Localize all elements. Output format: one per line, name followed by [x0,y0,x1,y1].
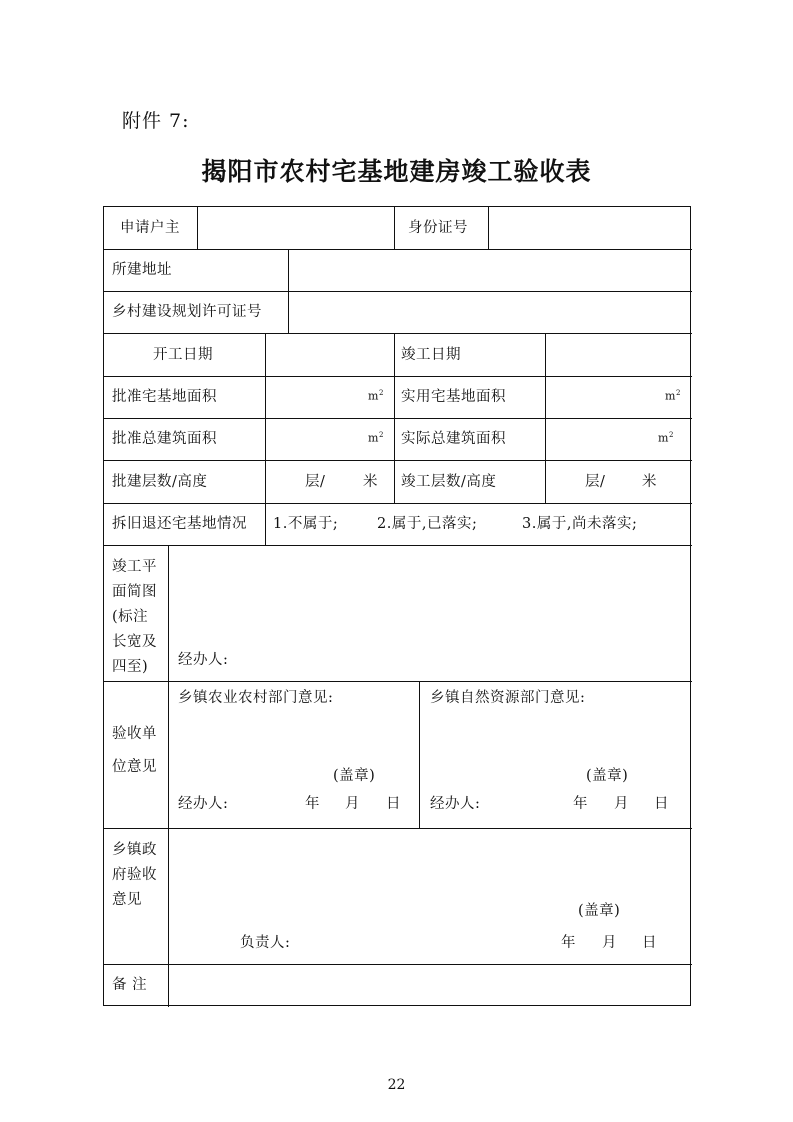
floors-unit: 层/ [585,474,606,490]
year-label: 年 [561,935,576,951]
month-label: 月 [602,935,617,951]
remarks-label: 备 注 [112,977,148,993]
acceptance-unit-label: 验收单 位意见 [112,726,157,775]
height-unit: 米 [363,474,378,490]
acceptance-form-table [103,206,691,1006]
handler-label: 经办人: [178,796,229,812]
day-label: 日 [654,796,669,812]
demolition-option-3: 3.属于,尚未落实; [522,516,638,532]
height-unit: 米 [642,474,657,490]
id-number-label: 身份证号 [408,220,468,236]
town-gov-opinion-label: 乡镇政 府验收 意见 [112,842,157,908]
year-label: 年 [305,796,320,812]
month-label: 月 [345,796,360,812]
demolition-label: 拆旧退还宅基地情况 [112,516,247,532]
area-unit: $m^2$ [658,431,674,445]
attachment-label: 附件 7: [122,110,190,132]
agri-dept-opinion-label: 乡镇农业农村部门意见: [178,690,334,706]
year-label: 年 [573,796,588,812]
seal-note: (盖章) [333,768,376,784]
handler-label: 经办人: [178,652,229,668]
address-label: 所建地址 [112,262,172,278]
area-unit: $m^2$ [368,389,384,403]
applicant-label: 申请户主 [120,220,180,236]
seal-note: (盖章) [586,768,629,784]
floors-unit: 层/ [305,474,326,490]
responsible-person-label: 负责人: [240,935,291,951]
handler-label: 经办人: [430,796,481,812]
actual-build-area-label: 实际总建筑面积 [401,431,506,447]
page-title: 揭阳市农村宅基地建房竣工验收表 [201,157,592,186]
day-label: 日 [386,796,401,812]
demolition-option-2: 2.属于,已落实; [377,516,478,532]
start-date-label: 开工日期 [153,347,213,363]
end-date-label: 竣工日期 [401,347,461,363]
actual-site-area-label: 实用宅基地面积 [401,389,506,405]
permit-label: 乡村建设规划许可证号 [112,304,262,320]
demolition-option-1: 1.不属于; [273,516,339,532]
approved-build-area-label: 批准总建筑面积 [112,431,217,447]
month-label: 月 [614,796,629,812]
resource-dept-opinion-label: 乡镇自然资源部门意见: [430,690,586,706]
approved-floors-label: 批建层数/高度 [112,474,208,490]
floor-plan-label: 竣工平 面简图 (标注 长宽及 四至) [112,559,157,675]
seal-note: (盖章) [578,903,621,919]
completed-floors-label: 竣工层数/高度 [401,474,497,490]
approved-site-area-label: 批准宅基地面积 [112,389,217,405]
day-label: 日 [642,935,657,951]
area-unit: $m^2$ [368,431,384,445]
area-unit: $m^2$ [665,389,681,403]
page-number: 22 [387,1077,406,1093]
